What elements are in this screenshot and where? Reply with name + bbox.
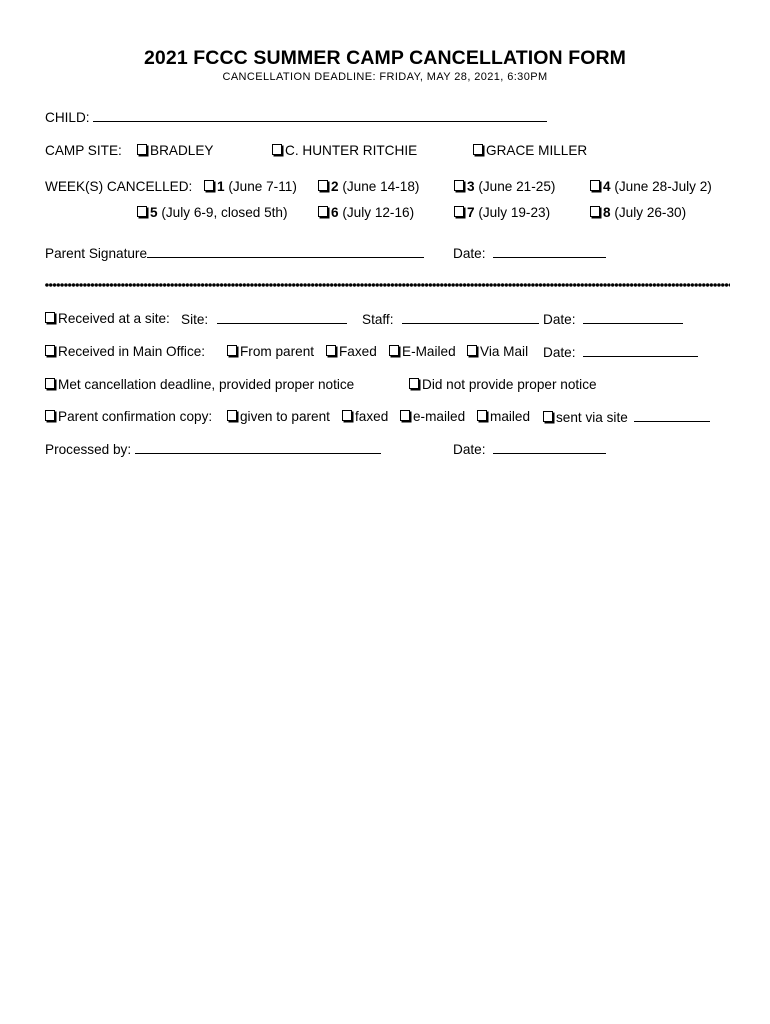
- camp-site-c-hunter-ritchie[interactable]: C. HUNTER RITCHIE: [272, 143, 417, 158]
- site-date-line[interactable]: [583, 311, 683, 324]
- site-label: Site:: [181, 312, 209, 327]
- received-faxed[interactable]: Faxed: [326, 344, 377, 359]
- checkbox-icon[interactable]: [409, 378, 419, 389]
- checkbox-icon[interactable]: [400, 410, 410, 421]
- main-office-date-field: [543, 344, 698, 360]
- cancellation-deadline: CANCELLATION DEADLINE: FRIDAY, MAY 28, 2021, 6:30PM: [222, 71, 548, 83]
- signature-date-line[interactable]: [493, 245, 606, 258]
- confirmation-mailed[interactable]: mailed: [477, 409, 530, 424]
- no-notice-option[interactable]: Did not provide proper notice: [409, 377, 597, 392]
- parent-signature-field: [45, 245, 424, 261]
- received-main-office-option[interactable]: Received in Main Office:: [45, 344, 205, 359]
- week-option-1[interactable]: 1 (June 7-11): [204, 179, 297, 194]
- checkbox-icon[interactable]: [204, 180, 214, 191]
- checkbox-icon[interactable]: [45, 410, 55, 421]
- camp-site-grace-miller[interactable]: GRACE MILLER: [473, 143, 587, 158]
- confirmation-sent-via-site[interactable]: sent via site: [543, 409, 710, 425]
- child-field: [45, 109, 547, 125]
- parent-signature-line[interactable]: [147, 245, 424, 258]
- checkbox-icon[interactable]: [326, 345, 336, 356]
- staff-line[interactable]: [402, 311, 539, 324]
- received-at-site-option[interactable]: Received at a site:: [45, 311, 170, 326]
- child-label: CHILD:: [45, 110, 90, 125]
- processed-date-line[interactable]: [493, 441, 606, 454]
- confirmation-faxed[interactable]: faxed: [342, 409, 388, 424]
- week-option-7[interactable]: 7 (July 19-23): [454, 205, 550, 220]
- checkbox-icon[interactable]: [45, 378, 55, 389]
- checkbox-icon[interactable]: [45, 345, 55, 356]
- checkbox-icon[interactable]: [272, 144, 282, 155]
- site-date-label: Date:: [543, 312, 576, 327]
- checkbox-icon[interactable]: [454, 180, 464, 191]
- weeks-cancelled-label: WEEK(S) CANCELLED:: [45, 179, 193, 194]
- week-option-4[interactable]: 4 (June 28-July 2): [590, 179, 712, 194]
- checkbox-icon[interactable]: [590, 206, 600, 217]
- checkbox-icon[interactable]: [467, 345, 477, 356]
- checkbox-icon[interactable]: [137, 144, 147, 155]
- week-option-8[interactable]: 8 (July 26-30): [590, 205, 686, 220]
- form-title: 2021 FCCC SUMMER CAMP CANCELLATION FORM: [143, 47, 627, 69]
- received-via-mail[interactable]: Via Mail: [467, 344, 528, 359]
- processed-by-field: [45, 441, 381, 457]
- parent-confirmation-copy-option[interactable]: Parent confirmation copy:: [45, 409, 212, 424]
- parent-signature-label: Parent Signature: [45, 246, 148, 261]
- checkbox-icon[interactable]: [477, 410, 487, 421]
- main-office-date-label: Date:: [543, 345, 576, 360]
- week-option-2[interactable]: 2 (June 14-18): [318, 179, 419, 194]
- week-option-6[interactable]: 6 (July 12-16): [318, 205, 414, 220]
- site-line[interactable]: [217, 311, 347, 324]
- checkbox-icon[interactable]: [318, 206, 328, 217]
- main-office-date-line[interactable]: [583, 344, 698, 357]
- processed-date-field: [453, 441, 606, 457]
- signature-date-field: [453, 245, 606, 261]
- checkbox-icon[interactable]: [473, 144, 483, 155]
- checkbox-icon[interactable]: [45, 312, 55, 323]
- checkbox-icon[interactable]: [454, 206, 464, 217]
- site-field: [181, 311, 347, 327]
- sent-via-site-line[interactable]: [634, 409, 710, 422]
- checkbox-icon[interactable]: [137, 206, 147, 217]
- checkbox-icon[interactable]: [543, 411, 553, 422]
- camp-site-label: CAMP SITE:: [45, 143, 122, 158]
- received-e-mailed[interactable]: E-Mailed: [389, 344, 456, 359]
- dotted-divider: [45, 282, 730, 288]
- week-option-3[interactable]: 3 (June 21-25): [454, 179, 555, 194]
- processed-by-label: Processed by:: [45, 442, 132, 457]
- signature-date-label: Date:: [453, 246, 486, 261]
- processed-date-label: Date:: [453, 442, 486, 457]
- confirmation-e-mailed[interactable]: e-mailed: [400, 409, 465, 424]
- checkbox-icon[interactable]: [227, 345, 237, 356]
- processed-by-line[interactable]: [135, 441, 381, 454]
- staff-field: [362, 311, 539, 327]
- checkbox-icon[interactable]: [342, 410, 352, 421]
- met-deadline-option[interactable]: Met cancellation deadline, provided proper notice: [45, 377, 354, 392]
- checkbox-icon[interactable]: [389, 345, 399, 356]
- checkbox-icon[interactable]: [318, 180, 328, 191]
- week-option-5[interactable]: 5 (July 6-9, closed 5th): [137, 205, 288, 220]
- camp-site-bradley[interactable]: BRADLEY: [137, 143, 213, 158]
- staff-label: Staff:: [362, 312, 394, 327]
- confirmation-given-to-parent[interactable]: given to parent: [227, 409, 330, 424]
- checkbox-icon[interactable]: [227, 410, 237, 421]
- received-from-parent[interactable]: From parent: [227, 344, 314, 359]
- child-name-line[interactable]: [93, 109, 547, 122]
- site-date-field: [543, 311, 683, 327]
- checkbox-icon[interactable]: [590, 180, 600, 191]
